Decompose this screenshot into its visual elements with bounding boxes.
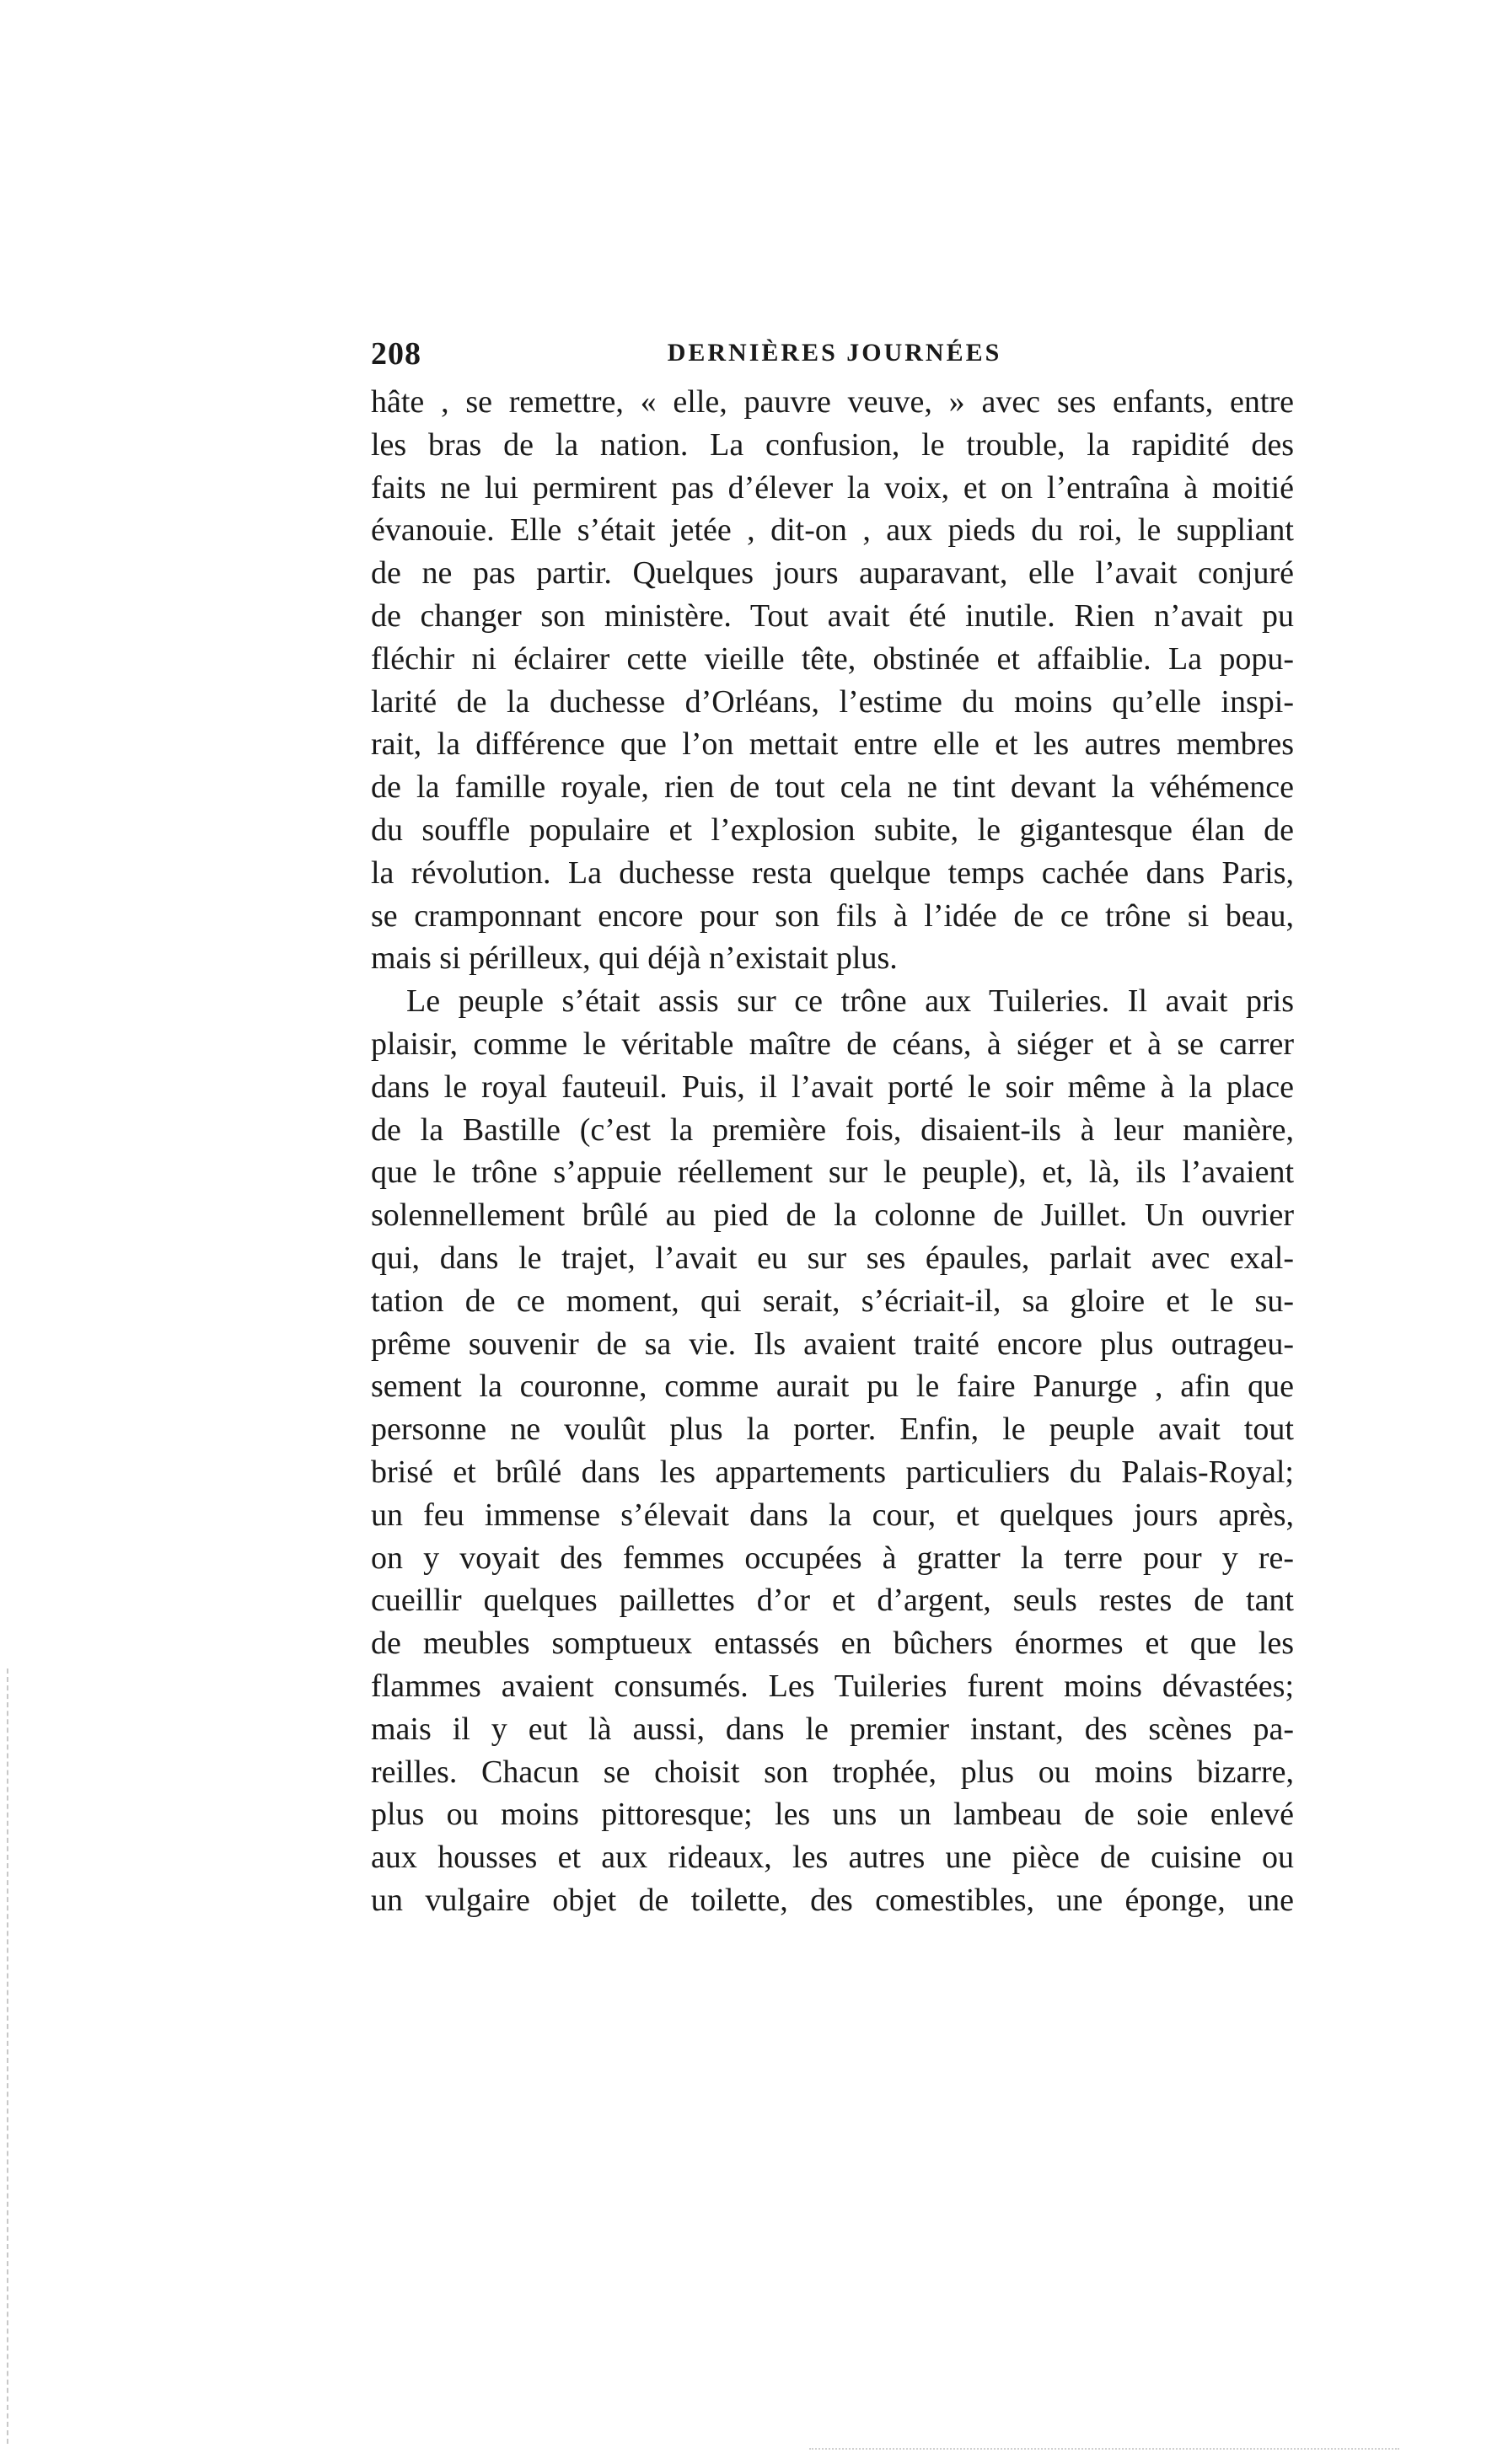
text-line: évanouie. Elle s’était jetée , dit-on , aux pieds du roi, le suppliant bbox=[371, 512, 1294, 549]
text-line: de changer son ministère. Tout avait été inutile. Rien n’avait pu bbox=[371, 597, 1294, 634]
text-line: prême souvenir de sa vie. Ils avaient traité encore plus outrageu- bbox=[371, 1326, 1294, 1362]
text-line: la révolution. La duchesse resta quelque temps cachée dans Paris, bbox=[371, 854, 1294, 891]
text-line: fléchir ni éclairer cette vieille tête, obstinée et affaiblie. La popu- bbox=[371, 640, 1294, 677]
text-line: solennellement brûlé au pied de la colonne de Juillet. Un ouvrier bbox=[371, 1197, 1294, 1234]
body-text bbox=[371, 381, 1294, 1922]
text-line: se cramponnant encore pour son fils à l’idée de ce trône si beau, bbox=[371, 897, 1294, 934]
text-line: de la famille royale, rien de tout cela ne tint devant la véhémence bbox=[371, 769, 1294, 806]
text-line: un vulgaire objet de toilette, des comestibles, une éponge, une bbox=[371, 1882, 1294, 1918]
paragraph-end-line: mais si périlleux, qui déjà n’existait plus. bbox=[371, 940, 898, 977]
running-head bbox=[371, 335, 1298, 378]
text-line: qui, dans le trajet, l’avait eu sur ses épaules, parlait avec exal- bbox=[371, 1240, 1294, 1276]
text-line: reilles. Chacun se choisit son trophée, plus ou moins bizarre, bbox=[371, 1754, 1294, 1790]
text-line: les bras de la nation. La confusion, le trouble, la rapidité des bbox=[371, 426, 1294, 463]
text-line: cueillir quelques paillettes d’or et d’argent, seuls restes de tant bbox=[371, 1583, 1294, 1619]
text-line: un feu immense s’élevait dans la cour, et quelques jours après, bbox=[371, 1497, 1294, 1533]
text-line: tation de ce moment, qui serait, s’écriait-il, sa gloire et le su- bbox=[371, 1283, 1294, 1319]
text-line: faits ne lui permirent pas d’élever la voix, et on l’entraîna à moitié bbox=[371, 469, 1294, 506]
text-line: plus ou moins pittoresque; les uns un lambeau de soie enlevé bbox=[371, 1797, 1294, 1833]
text-line: personne ne voulût plus la porter. Enfin, le peuple avait tout bbox=[371, 1411, 1294, 1448]
bottom-scan-specks bbox=[809, 2448, 1399, 2453]
running-title: DERNIÈRES JOURNÉES bbox=[667, 339, 1002, 367]
paragraph-start-line: Le peuple s’était assis sur ce trône aux Tuileries. Il avait pris bbox=[406, 983, 1294, 1020]
text-line: flammes avaient consumés. Les Tuileries furent moins dévastées; bbox=[371, 1668, 1294, 1704]
text-line: plaisir, comme le véritable maître de céans, à siéger et à se carrer bbox=[371, 1026, 1294, 1062]
text-line: mais il y eut là aussi, dans le premier instant, des scènes pa- bbox=[371, 1711, 1294, 1747]
text-line: dans le royal fauteuil. Puis, il l’avait porté le soir même à la place bbox=[371, 1069, 1294, 1105]
text-line: de ne pas partir. Quelques jours auparavant, elle l’avait conjuré bbox=[371, 555, 1294, 592]
text-line: sement la couronne, comme aurait pu le faire Panurge , afin que bbox=[371, 1369, 1294, 1405]
text-line: rait, la différence que l’on mettait entre elle et les autres membres bbox=[371, 726, 1294, 763]
text-line: larité de la duchesse d’Orléans, l’estime du moins qu’elle inspi- bbox=[371, 683, 1294, 720]
text-line: du souffle populaire et l’explosion subite, le gigantesque élan de bbox=[371, 812, 1294, 848]
text-line: de meubles somptueux entassés en bûchers énormes et que les bbox=[371, 1626, 1294, 1662]
text-line: hâte , se remettre, « elle, pauvre veuve, » avec ses enfants, entre bbox=[371, 384, 1294, 420]
text-line: on y voyait des femmes occupées à gratter la terre pour y re- bbox=[371, 1540, 1294, 1576]
text-line: brisé et brûlé dans les appartements particuliers du Palais-Royal; bbox=[371, 1454, 1294, 1490]
text-line: aux housses et aux rideaux, les autres une pièce de cuisine ou bbox=[371, 1840, 1294, 1876]
text-line: de la Bastille (c’est la première fois, disaient-ils à leur manière, bbox=[371, 1111, 1294, 1148]
text-line: que le trône s’appuie réellement sur le peuple), et, là, ils l’avaient bbox=[371, 1154, 1294, 1191]
margin-scan-marks bbox=[7, 1669, 11, 2444]
page-number: 208 bbox=[371, 336, 421, 372]
